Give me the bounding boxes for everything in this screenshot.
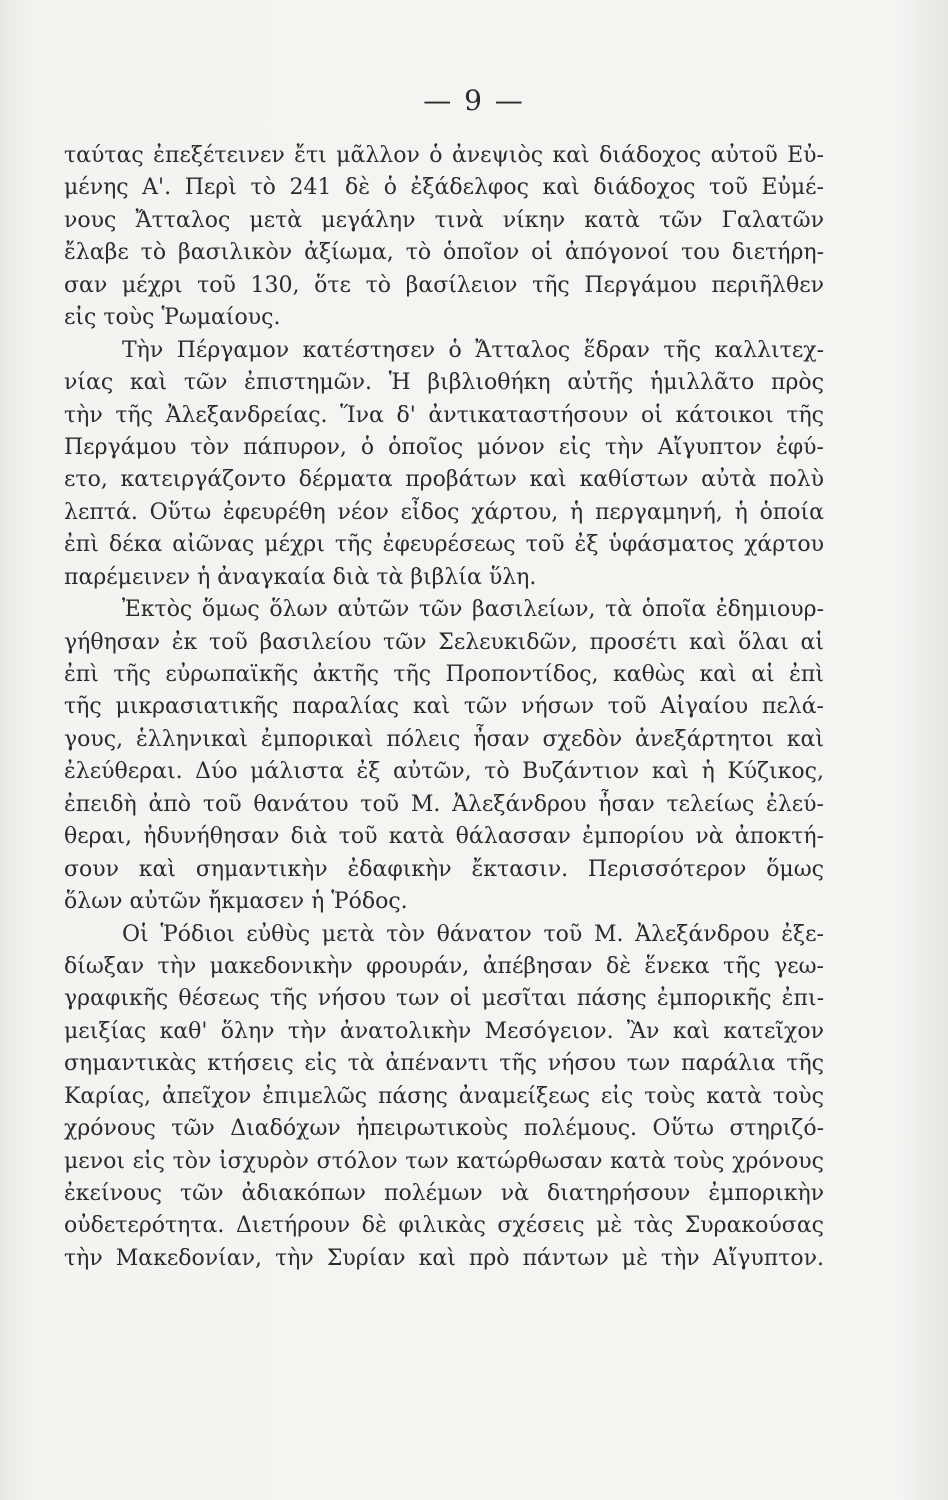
text-line: νους Ἄτταλος μετὰ μεγάλην τινὰ νίκην κατὰ τῶν Γαλατῶν [64,207,824,233]
text-line: ἐλεύθεραι. Δύο μάλιστα ἐξ αὐτῶν, τὸ Βυζάντιον καὶ ἡ Κύζικος, [64,759,824,785]
text-line: ἐπειδὴ ἀπὸ τοῦ θανάτου τοῦ Μ. Ἀλεξάνδρου ἦσαν τελείως ἐλεύ- [64,791,824,817]
text-line: λεπτά. Οὕτω ἐφευρέθη νέον εἶδος χάρτου, ἡ περγαμηνή, ἡ ὁποία [64,499,824,525]
text-line: νίας καὶ τῶν ἐπιστημῶν. Ἡ βιβλιοθήκη αὐτῆς ἡμιλλᾶτο πρὸς [64,370,824,396]
text-line: παρέμεινεν ἡ ἀναγκαία διὰ τὰ βιβλία ὕλη. [64,564,537,590]
text-line: εἰς τοὺς Ῥωμαίους. [64,305,281,331]
body-text [64,140,824,1275]
page-number: — 9 — [423,84,525,117]
text-line: ταύτας ἐπεξέτεινεν ἔτι μᾶλλον ὁ ἀνεψιὸς καὶ διάδοχος αὐτοῦ Εὐ- [64,143,824,168]
text-line: θεραι, ἠδυνήθησαν διὰ τοῦ κατὰ θάλασσαν ἐμπορίου νὰ ἀποκτή- [64,824,824,850]
text-line: Περγάμου τὸν πάπυρον, ὁ ὁποῖος μόνον εἰς τὴν Αἴγυπτον ἐφύ- [64,434,824,460]
text-line: Οἱ Ῥόδιοι εὐθὺς μετὰ τὸν θάνατον τοῦ Μ. Ἀλεξάνδρου ἐξε- [122,921,824,947]
text-line: χρόνους τῶν Διαδόχων ἠπειρωτικοὺς πολέμους. Οὕτω στηριζό- [64,1116,824,1142]
text-line: μειξίας καθ' ὅλην τὴν ἀνατολικὴν Μεσόγειον. Ἂν καὶ κατεῖχον [64,1018,824,1044]
text-line: μένης Α'. Περὶ τὸ 241 δὲ ὁ ἐξάδελφος καὶ διάδοχος τοῦ Εὐμέ- [64,175,824,201]
text-line: γραφικῆς θέσεως τῆς νήσου των οἱ μεσῖται πάσης ἐμπορικῆς ἐπι- [64,986,824,1012]
text-line: ὅλων αὐτῶν ἤκμασεν ἡ Ῥόδος. [64,889,408,915]
text-line: τὴν Μακεδονίαν, τὴν Συρίαν καὶ πρὸ πάντων μὲ τὴν Αἴγυπτον. [64,1245,824,1271]
text-line: ἐπὶ τῆς εὐρωπαϊκῆς ἀκτῆς τῆς Προποντίδος, καθὼς καὶ αἱ ἐπὶ [64,662,824,687]
text-line: ετο, κατειργάζοντο δέρματα προβάτων καὶ καθίστων αὐτὰ πολὺ [64,467,824,493]
text-line: μενοι εἰς τὸν ἰσχυρὸν στόλον των κατώρθωσαν κατὰ τοὺς χρόνους [64,1148,824,1174]
text-line: σουν καὶ σημαντικὴν ἐδαφικὴν ἔκτασιν. Περισσότερον ὅμως [64,856,824,882]
text-line: ἔλαβε τὸ βασιλικὸν ἀξίωμα, τὸ ὁποῖον οἱ ἀπόγονοί του διετήρη- [64,240,824,266]
text-line: σαν μέχρι τοῦ 130, ὅτε τὸ βασίλειον τῆς Περγάμου περιῆλθεν [64,272,824,298]
text-line: δίωξαν τὴν μακεδονικὴν φρουράν, ἀπέβησαν δὲ ἕνεκα τῆς γεω- [64,953,824,979]
text-line: οὐδετερότητα. Διετήρουν δὲ φιλικὰς σχέσεις μὲ τὰς Συρακούσας [64,1213,824,1239]
text-line: τὴν τῆς Ἀλεξανδρείας. Ἵνα δ' ἀντικαταστήσουν οἱ κάτοικοι τῆς [64,402,824,428]
text-line: τῆς μικρασιατικῆς παραλίας καὶ τῶν νήσων τοῦ Αἰγαίου πελά- [64,694,824,720]
text-line: ἐπὶ δέκα αἰῶνας μέχρι τῆς ἐφευρέσεως τοῦ ἐξ ὑφάσματος χάρτου [64,532,824,558]
text-line: σημαντικὰς κτήσεις εἰς τὰ ἀπέναντι τῆς νήσου των παράλια τῆς [64,1051,824,1077]
text-line: γους, ἑλληνικαὶ ἐμπορικαὶ πόλεις ἦσαν σχεδὸν ἀνεξάρτητοι καὶ [64,726,824,752]
text-line: ἐκείνους τῶν ἀδιακόπων πολέμων νὰ διατηρήσουν ἐμπορικὴν [64,1181,824,1206]
text-line: Ἐκτὸς ὅμως ὅλων αὐτῶν τῶν βασιλείων, τὰ ὁποῖα ἐδημιουρ- [122,597,824,623]
text-line: Τὴν Πέργαμον κατέστησεν ὁ Ἄτταλος ἕδραν τῆς καλλιτεχ- [122,337,824,363]
text-line: Καρίας, ἀπεῖχον ἐπιμελῶς πάσης ἀναμείξεως εἰς τοὺς κατὰ τοὺς [64,1083,824,1109]
text-line: γήθησαν ἐκ τοῦ βασιλείου τῶν Σελευκιδῶν, προσέτι καὶ ὅλαι αἱ [64,629,824,655]
